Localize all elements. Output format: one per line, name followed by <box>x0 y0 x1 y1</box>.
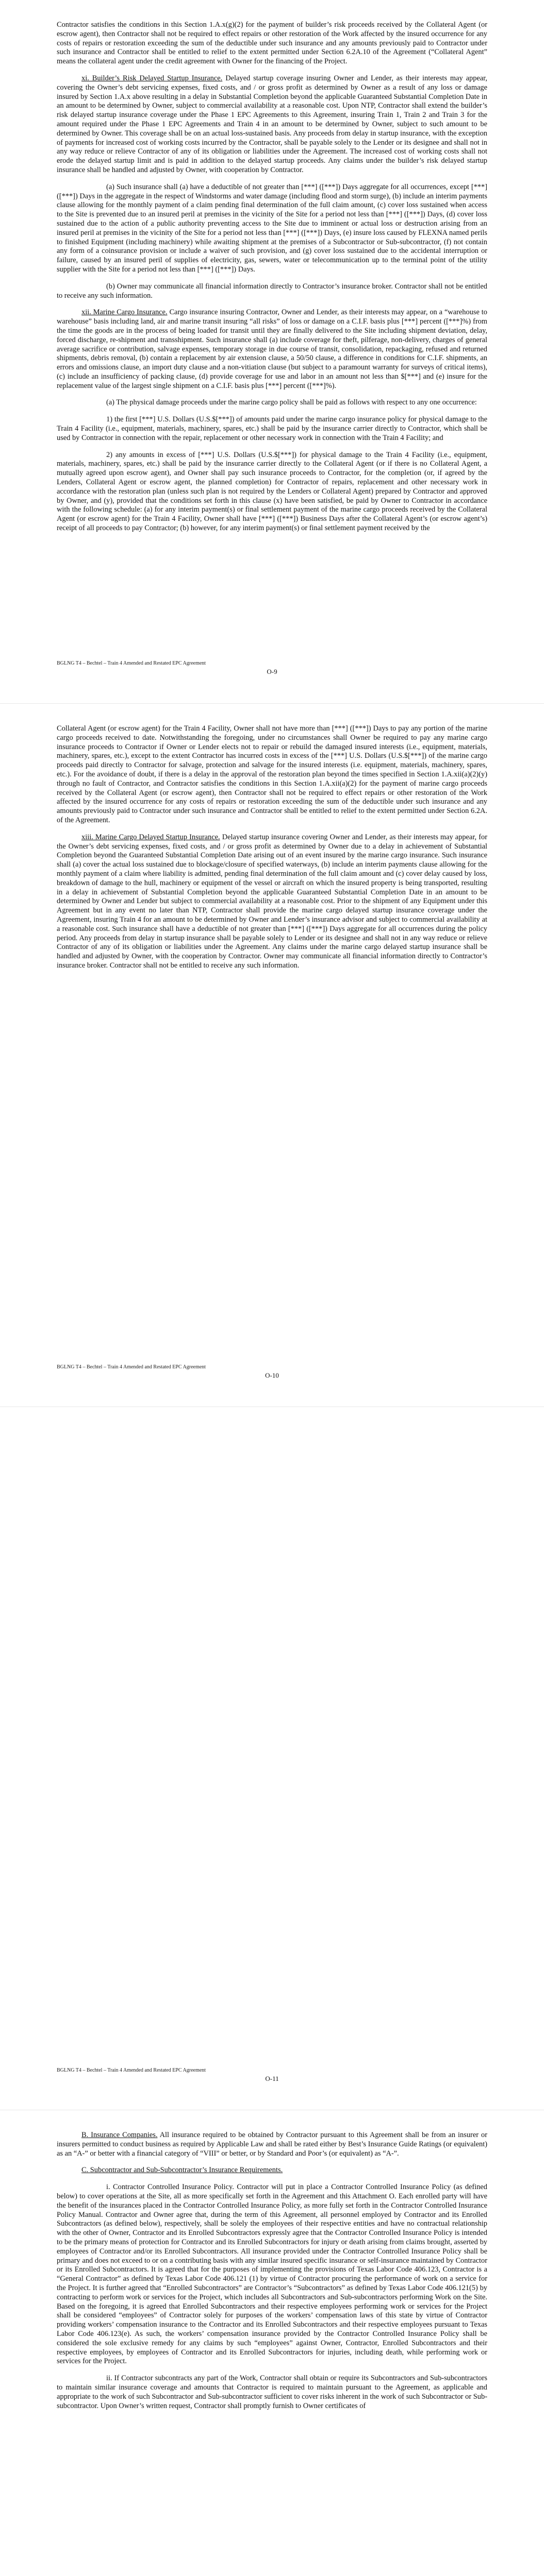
paragraph: 2) any amounts in excess of [***] U.S. Dollars (U.S.$[***]) for physical damage to the Train 4 Facility (i.e., equipment, materials, machinery, spares, etc.) shall be paid by the insurance carrier directly to the Collateral Agent (or if there is no Collateral Agent, a mutually agreed upon escrow agent), and Owner shall pay such insurance proceeds to Contractor, for the completion (or, if agreed by the Lenders, Collateral Agent or escrow agent, the planned completion) for Contractor of repairs, replacement and other necessary work in accordance with the restoration plan (unless such plan is not required by the Lenders or Collateral Agent) prepared by Contractor and approved by Owner, and (y), provided that the conditions set forth in this clause (x) have been satisfied, be paid by Owner to Contractor in accordance with the following schedule: (a) for any interim payment(s) or final settlement payment of the marine cargo proceeds received by the Collateral Agent (or escrow agent) for the Train 4 Facility, Owner shall have [***] ([***]) Business Days after the Collateral Agent’s (or escrow agent’s) receipt of all proceeds to pay Contractor; (b) however, for any interim payment(s) or final settlement payment received by the <box>57 450 487 533</box>
paragraph <box>57 833 487 971</box>
paragraph: (b) Owner may communicate all financial information directly to Contractor’s insurance broker. Contractor shall not be entitled to receive any such information. <box>57 282 487 300</box>
section-heading: B. Insurance Companies. <box>81 2131 158 2139</box>
section-heading: xi. Builder’s Risk Delayed Startup Insurance. <box>81 74 223 82</box>
page-body <box>57 2131 487 2418</box>
section-heading: C. Subcontractor and Sub-Subcontractor’s Insurance Requirements. <box>81 2166 283 2175</box>
page-footer: BGLNG T4 – Bechtel – Train 4 Amended and Restated EPC Agreement <box>57 1364 206 1370</box>
paragraph: i. Contractor Controlled Insurance Policy. Contractor will put in place a Contractor Controlled Insurance Policy (as defined below) to cover operations at the Site, all as more specifically set forth in the Agreement and this Attachment O. Each enrolled party will have the benefit of the insurances placed in the Contractor Controlled Insurance Policy, as more fully set forth in the Contractor Controlled Insurance Policy Manual. Contractor and Owner agree that, during the term of this Agreement, all personnel employed by Contractor and its Enrolled Subcontractors (as defined below), respectively, shall be solely the employees of their respective entities and have no contractual relationship with the other of Owner, Contractor and its Enrolled Subcontractors expressly agree that the Contractor Controlled Insurance Policy is intended to be the primary means of protection for Contractor and its Enrolled Subcontractors for injury or death arising from claims brought, asserted by employees of Contractor and/or its Enrolled Subcontractors. All insurance provided under the Contractor Controlled Insurance Policy shall be primary and does not exceed to or on a contributing basis with any similar insured specific insurance or self-insurance maintained by Contractor or its Enrolled Subcontractors. It is agreed that for the purposes of implementing the provisions of Texas Labor Code 406.123, Contractor is a “General Contractor” as defined by Texas Labor Code 406.121 (1) by virtue of Contractor procuring the performance of work on a service for the Project. It is further agreed that “Enrolled Subcontractors” are Contractor’s “Subcontractors” as defined by Texas Labor Code 406.121(5) by contracting to perform work or services for the Project, which includes all Subcontractors and Sub-subcontractors performing Work on the Site. Based on the foregoing, it is agreed that Enrolled Subcontractors and their respective employees performing work or services for the Project shall be considered “employees” of Contractor solely for purposes of the workers’ compensation laws of this state by virtue of Contractor providing workers’ compensation insurance to the Contractor and its Enrolled Subcontractors and their respective employees pursuant to Texas Labor Code 406.123(e). As such, the workers’ compensation insurance provided by the Contractor Controlled Insurance Policy shall be considered the sole exclusive remedy for any claims by such “employees” against Owner, Contractor, Enrolled Subcontractors and their respective employees, by employees of Contractor and its Enrolled Subcontractors for injuries, including death, while performing work or services for the Project. <box>57 2183 487 2366</box>
section-heading: xiii. Marine Cargo Delayed Startup Insurance. <box>81 833 220 841</box>
paragraph <box>57 74 487 175</box>
document-page <box>0 1406 544 2110</box>
paragraph <box>57 2131 487 2158</box>
paragraph <box>57 2166 487 2175</box>
page-footer: BGLNG T4 – Bechtel – Train 4 Amended and Restated EPC Agreement <box>57 2067 206 2073</box>
section-heading: xii. Marine Cargo Insurance. <box>81 308 168 317</box>
document-page <box>0 0 544 703</box>
page-number: O-11 <box>265 2075 279 2082</box>
page-footer: BGLNG T4 – Bechtel – Train 4 Amended and Restated EPC Agreement <box>57 660 206 666</box>
paragraph: 1) the first [***] U.S. Dollars (U.S.$[***]) of amounts paid under the marine cargo insurance policy for physical damage to the Train 4 Facility (i.e., equipment, materials, machinery, spares, etc.) shall be paid by the insurance carrier directly to Contractor, which shall be used by Contractor in connection with the repair, replacement or other necessary work in connection with the Train 4 Facility; and <box>57 415 487 442</box>
paragraph-text: All insurance required to be obtained by Contractor pursuant to this Agreement shall be from an insurer or insurers permitted to conduct business as required by Applicable Law and shall be rated either by Best’s Insurance Guide Ratings (or equivalent) as an “A-” or better with a financial category of “VIII” or better, or by Standard and Poor’s (or equivalent) as “A-”. <box>57 2131 487 2158</box>
page-body <box>57 21 487 541</box>
page-number: O-10 <box>265 1371 279 1379</box>
paragraph: (a) The physical damage proceeds under the marine cargo policy shall be paid as follows with respect to any one occurrence: <box>106 398 477 407</box>
paragraph-text: Cargo insurance insuring Contractor, Owner and Lender, as their interests may appear, on a “warehouse to warehouse” basis including land, air and marine transit insuring “all risks” of loss or damage on a C.I.F. basis plus [***] percent ([***]%) from the time the goods are in the process of being loaded for transit until they are finally delivered to the Site including shipment deviation, delay, forced discharge, re-shipment and transshipment. Such insurance shall (a) include coverage for theft, pilferage, non-delivery, charges of general average sacrifice or contribution, salvage expenses, temporary storage in due course of transit, consolidation, repackaging, refused and returned shipments, debris removal, (b) contain a replacement by air extension clause, a 50/50 clause, a difference in conditions for C.I.F. shipments, an errors and omissions clause, an import duty clause and a non-vitiation clause (but subject to a paramount warranty for surveys of critical items), (c) include an insufficiency of packing clause, (d) provide coverage for use and labor in an amount not less than $[***] and (e) insure for the replacement value of the largest single shipment on a C.I.F. basis plus [***] percent ([***]%). <box>57 308 487 390</box>
page-number: O-9 <box>267 668 277 675</box>
paragraph: Contractor satisfies the conditions in this Section 1.A.x(g)(2) for the payment of builder’s risk proceeds received by the Collateral Agent (or escrow agent), then Contractor shall not be required to effect repairs or other restoration of the Work affected by the insured occurrence for any costs of repairs or restoration exceeding the sum of the deductible under such insurance and any amounts previously paid to Contractor under such insurance and Contractor shall be entitled to relief to the extent permitted under Section 6.2A.10 of the Agreement (“Collateral Agent” means the collateral agent under the credit agreement with Owner for the financing of the Project. <box>57 21 487 66</box>
page-body <box>57 724 487 978</box>
paragraph-text: Delayed startup coverage insuring Owner and Lender, as their interests may appear, covering the Owner’s debt servicing expenses, fixed costs, and / or gross profit as determined by Owner as a result of any loss or damage insured by Section 1.A.x above resulting in a delay in Substantial Completion beyond the applicable Guaranteed Substantial Completion Date in an amount to be determined by Owner, subject to commercial availability at a reasonable cost. Upon NTP, Contractor shall extend the builder’s risk delayed startup insurance coverage under the Phase 1 EPC Agreements to this Agreement, insuring Train 1, Train 2 and Train 3 for the amount required under the Phase 1 EPC Agreements and Train 4 in an amount to be determined by Owner, subject to such amount to be determined by Owner. This coverage shall be on an actual loss-sustained basis. Any proceeds from delay in startup insurance, with the exception of payments for increased cost of working costs incurred by the Contractor, shall be payable solely to the Lender or its designee and shall not in any way reduce or relieve Contractor of any of its obligation or liabilities under the Agreement. The increased cost of working costs shall not erode the delayed startup limit and is paid in addition to the delayed startup proceeds. Any claims under the builder’s risk delayed startup insurance shall be handled and adjusted by Owner, with cooperation by Contractor. <box>57 74 487 174</box>
document-page <box>0 2110 544 2576</box>
paragraph <box>57 308 487 391</box>
paragraph-text: Delayed startup insurance covering Owner and Lender, as their interests may appear, for the Owner’s debt servicing expenses, fixed costs, and / or gross profit as determined by Owner due to a delay in achievement of Substantial Completion beyond the Guaranteed Substantial Completion Date arising out of an event insured by the marine cargo insurance. Such insurance shall (a) cover the actual loss sustained due to blockage/closure of specified waterways, (b) include an interim payments clause allowing for the monthly payment of a claim where liability is admitted, pending final determination of the full claim amount and (c) cover delay caused by loss, breakdown of damage to the hull, machinery or equipment of the vessel or aircraft on which the insured property is being transported, resulting in a delay in achievement of Substantial Completion beyond the applicable Guaranteed Substantial Completion Date in an amount to be determined by Owner and Lender but subject to commercial availability at a reasonable cost. Prior to the shipment of any Equipment under this Agreement but in any event no later than NTP, Contractor shall provide the marine cargo delayed startup insurance coverage under the Agreement, insuring Train 4 for an amount to be determined by Owner and Lender’s insurance advisor and subject to commercial availability at a reasonable cost. Such insurance shall have a deductible of not greater than [***] ([***]) Days aggregate for all occurrences during the policy period. Any proceeds from delay in startup insurance shall be payable solely to Lender or its designee and shall not in any way reduce or relieve Contractor of any of its obligation or liabilities under the Agreement. Any claims under the marine cargo delayed startup insurance shall be handled and adjusted by Owner, with the cooperation by Contractor. Owner may communicate all financial information directly to Contractor’s insurance broker. Contractor shall not be entitled to receive any such information. <box>57 833 487 970</box>
paragraph: ii. If Contractor subcontracts any part of the Work, Contractor shall obtain or require its Subcontractors and Sub-subcontractors to maintain similar insurance coverage and amounts that Contractor is required to maintain pursuant to the Agreement, as applicable and appropriate to the work of such Subcontractor and Sub-subcontractor sufficient to cover risks inherent in the work of such Subcontractor or Sub-subcontractor. Upon Owner’s written request, Contractor shall promptly furnish to Owner certificates of <box>57 2374 487 2410</box>
document-page <box>0 703 544 1407</box>
paragraph: Collateral Agent (or escrow agent) for the Train 4 Facility, Owner shall not have more than [***] ([***]) Days to pay any portion of the marine cargo proceeds received to date. Notwithstanding the foregoing, under no circumstances shall Owner be required to pay any marine cargo insurance proceeds to Contractor if Owner or Lender elects not to repair or rebuild the damaged insured interests (i.e., equipment, materials, machinery, spares, etc.), except to the extent Contractor has incurred costs in excess of the [***] U.S. Dollars (U.S.$[***]) of the marine cargo proceeds paid directly to Contractor for salvage, protection and salvage for the insured interests (i.e. equipment, materials, machinery, spares, etc.). For the avoidance of doubt, if there is a delay in the approval of the restoration plan beyond the times specified in Section 1.A.xii(a)(2)(y) through no fault of Contractor, and Contractor satisfies the conditions in this Section 1.A.xii(a)(2) for the payment of marine cargo proceeds received by the Collateral Agent (or escrow agent), then Contractor shall not be required to effect repairs or other restoration of the Work affected by the insured occurrence for any costs of repairs or restoration exceeding the sum of the deductible under such insurance and any amounts previously paid to Contractor under such insurance and Contractor shall be entitled to relief to the extent permitted under Section 6.2A. of the Agreement. <box>57 724 487 824</box>
paragraph: (a) Such insurance shall (a) have a deductible of not greater than [***] ([***]) Days aggregate for all occurrences, except [***] ([***]) Days in the aggregate in the respect of Windstorms and water damage (including flood and storm surge), (b) include an interim payments clause allowing for the monthly payment of a claim pending final determination of the full claim amount, (c) cover loss sustained when access to the Site is prevented due to an insured peril at premises in the vicinity of the Site for a period not less than [***] ([***]) Days, (d) cover loss sustained due to the action of a public authority preventing access to the Site due to imminent or actual loss or destruction arising from an insured peril at premises in the vicinity of the Site for a period not less than [***] ([***]) Days, (e) insure loss caused by FLEXNA named perils to finished Equipment (including machinery) while awaiting shipment at the premises of a Subcontractor or Sub-subcontractor, (f) not contain any form of a coinsurance provision or include a waiver of such provision, and (g) cover loss sustained due to the accidental interruption or failure, caused by an insured peril of supplies of electricity, gas, sewers, water or telecommunication up to the terminal point of the utility supplier with the Site for a period not less than [***] ([***]) Days. <box>57 182 487 274</box>
